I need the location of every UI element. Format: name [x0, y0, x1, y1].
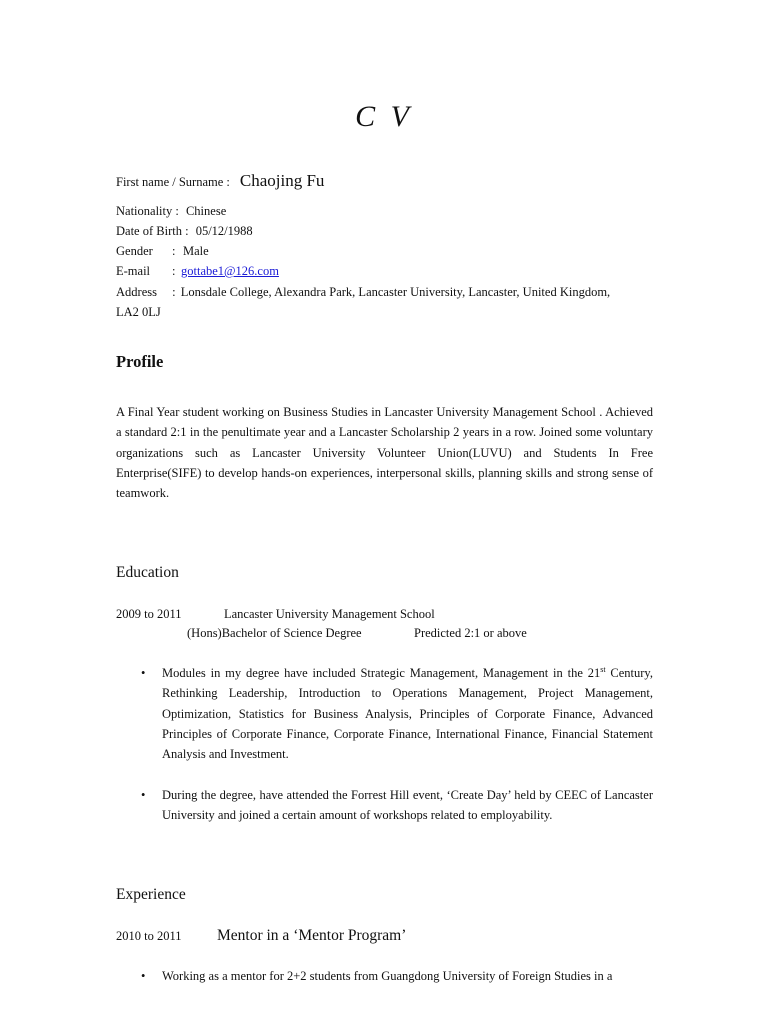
education-bullet-modules [162, 663, 653, 764]
education-heading: Education [116, 564, 179, 581]
profile-heading: Profile [116, 352, 164, 371]
education-period: 2009 to 2011 [116, 607, 182, 621]
dob-row [116, 221, 253, 241]
name-row [116, 171, 324, 192]
education-bullet-events: During the degree, have attended the Forrest Hill event, ‘Create Day’ held by CEEC of Lancaster University and joined a certain amount of workshops related to employability. [162, 788, 653, 823]
experience-heading: Experience [116, 886, 186, 903]
experience-period: 2010 to 2011 [116, 929, 182, 943]
nationality-row [116, 201, 226, 221]
experience-role: Mentor in a ‘Mentor Program’ [217, 927, 407, 944]
address-line2: LA2 0LJ [116, 305, 161, 319]
dob-label: Date of Birth : [116, 224, 189, 238]
education-degree: (Hons)Bachelor of Science Degree [187, 626, 362, 640]
bullet-dot: • [141, 666, 146, 680]
gender-value: Male [183, 244, 209, 258]
email-label: E-mail [116, 264, 151, 278]
email-link[interactable]: gottabe1@126.com [181, 264, 279, 278]
gender-sep: : [172, 244, 176, 258]
modules-text-end: Century, Rethinking Leadership, Introduction to Operations Management, Project Management, Optimization, Statistics for Business Analysis, Principles of Corporate Finance, Advanced Principles of Corporate Finance, Corporate Finance, International Finance, Financial Statement Analysis and Investment. [162, 666, 653, 762]
modules-text-start: Modules in my degree have included Strategic Management, Management in the 21 [162, 666, 601, 680]
experience-bullet-mentor: Working as a mentor for 2+2 students from Guangdong University of Foreign Studies in a [162, 969, 613, 983]
nationality-value: Chinese [185, 204, 227, 218]
profile-text: A Final Year student working on Business Studies in Lancaster University Management School . Achieved a standard 2:1 in the penultimate year and a Lancaster Scholarship 2 years in a row. Joined some voluntary organizations such as Lancaster University Volunteer Union(LUVU) and Students In Free Enterprise(SIFE) to develop hands-on experiences, interpersonal skills, planning skills and strong sense of teamwork. [116, 405, 653, 501]
email-sep: : [172, 264, 176, 278]
email-row [116, 261, 316, 281]
full-name: Chaojing Fu [239, 171, 325, 190]
address-line1: Lonsdale College, Alexandra Park, Lancaster University, Lancaster, United Kingdom, [180, 285, 611, 299]
nationality-label: Nationality : [116, 204, 179, 218]
education-predicted: Predicted 2:1 or above [414, 626, 527, 640]
gender-label: Gender [116, 244, 153, 258]
dob-value: 05/12/1988 [195, 224, 253, 238]
modules-superscript: st [600, 664, 606, 674]
bullet-dot: • [141, 788, 146, 802]
bullet-dot: • [141, 969, 146, 983]
document-title: C V [355, 100, 413, 133]
address-sep: : [172, 285, 176, 299]
address-label: Address [116, 285, 157, 299]
education-school: Lancaster University Management School [224, 607, 435, 621]
gender-row [116, 241, 209, 261]
name-label: First name / Surname : [116, 175, 230, 189]
address-row [116, 282, 610, 302]
